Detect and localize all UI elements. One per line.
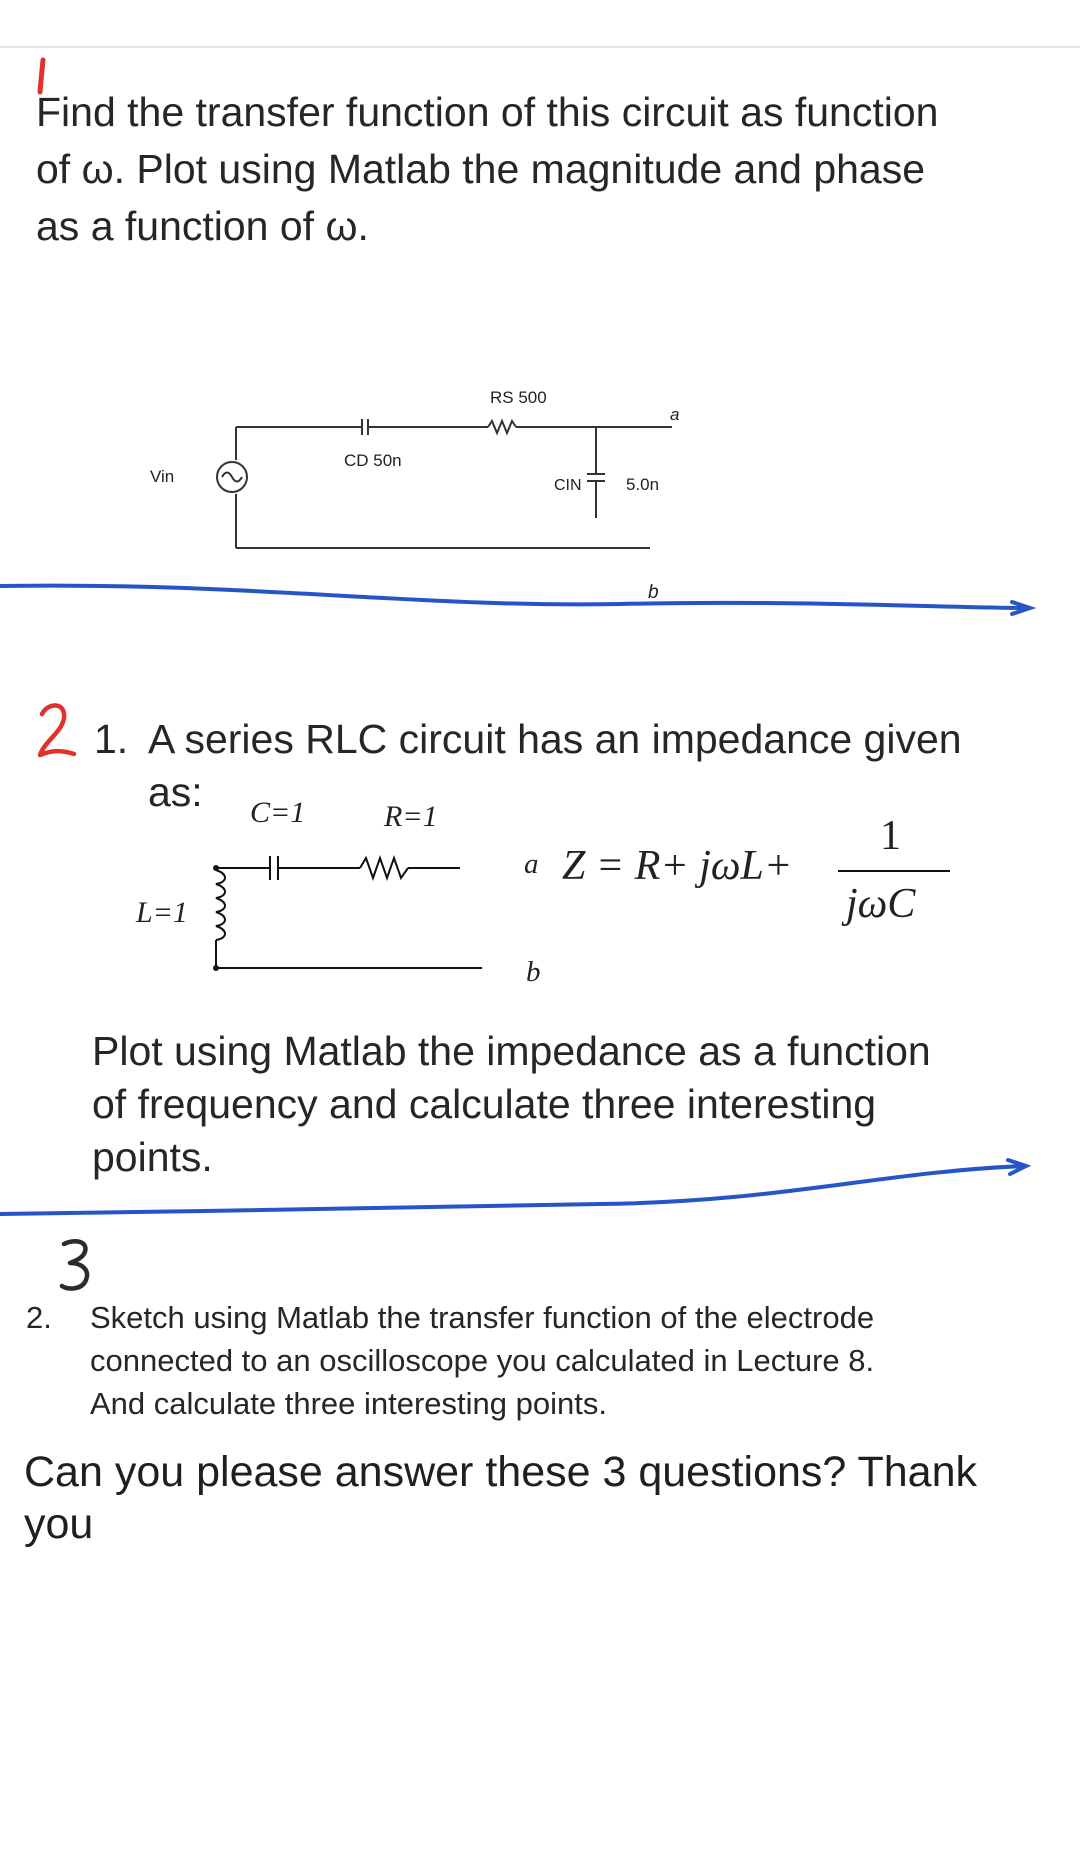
node-b-label: b xyxy=(648,582,659,603)
node-a-label: a xyxy=(670,405,680,424)
rlc-node-b: b xyxy=(526,956,541,988)
q1-line-1: Find the transfer function of this circuit as function xyxy=(36,89,939,135)
c-label: C=1 xyxy=(250,796,306,829)
vin-label: Vin xyxy=(150,467,175,486)
blue-divider-2 xyxy=(0,1128,1080,1228)
blue-divider-1 xyxy=(0,568,1080,628)
closing-line-2: you xyxy=(24,1500,94,1548)
q1-line-3: as a function of ω. xyxy=(36,203,369,249)
rlc-node-a: a xyxy=(524,848,539,880)
q3-line-1: Sketch using Matlab the transfer function of the electrode xyxy=(90,1300,875,1335)
closing-line-1: Can you please answer these 3 questions? Thank xyxy=(24,1448,977,1496)
q2-line-2: as: xyxy=(148,769,203,815)
rs-label: RS 500 xyxy=(490,388,547,407)
handwritten-marker-2 xyxy=(34,700,80,762)
q3-line-3: And calculate three interesting points. xyxy=(90,1386,607,1421)
equation-denominator: jωC xyxy=(846,881,916,927)
equation-lhs: Z = R+ jωL+ xyxy=(562,843,793,889)
q2-line-1: A series RLC circuit has an impedance given xyxy=(148,716,962,762)
q1-line-2: of ω. Plot using Matlab the magnitude and phase xyxy=(36,146,926,192)
fraction-bar xyxy=(838,870,950,872)
top-divider xyxy=(0,46,1080,48)
cin-label: CIN xyxy=(554,477,582,494)
cd-label: CD 50n xyxy=(344,451,402,470)
cin-value: 5.0n xyxy=(626,475,660,494)
q2-number: 1. xyxy=(94,716,129,762)
equation-numerator: 1 xyxy=(880,813,901,859)
q2-plot-line-3: points. xyxy=(92,1134,213,1180)
l-label: L=1 xyxy=(136,896,188,929)
q3-number: 2. xyxy=(26,1300,52,1335)
circuit-1-diagram xyxy=(0,370,1080,603)
q2-plot-line-1: Plot using Matlab the impedance as a function xyxy=(92,1028,931,1074)
r-label: R=1 xyxy=(384,800,438,833)
rlc-circuit-diagram xyxy=(120,790,540,990)
handwritten-marker-3 xyxy=(56,1236,98,1296)
q3-line-2: connected to an oscilloscope you calculated in Lecture 8. xyxy=(90,1343,875,1378)
q2-plot-line-2: of frequency and calculate three interesting xyxy=(92,1081,877,1127)
